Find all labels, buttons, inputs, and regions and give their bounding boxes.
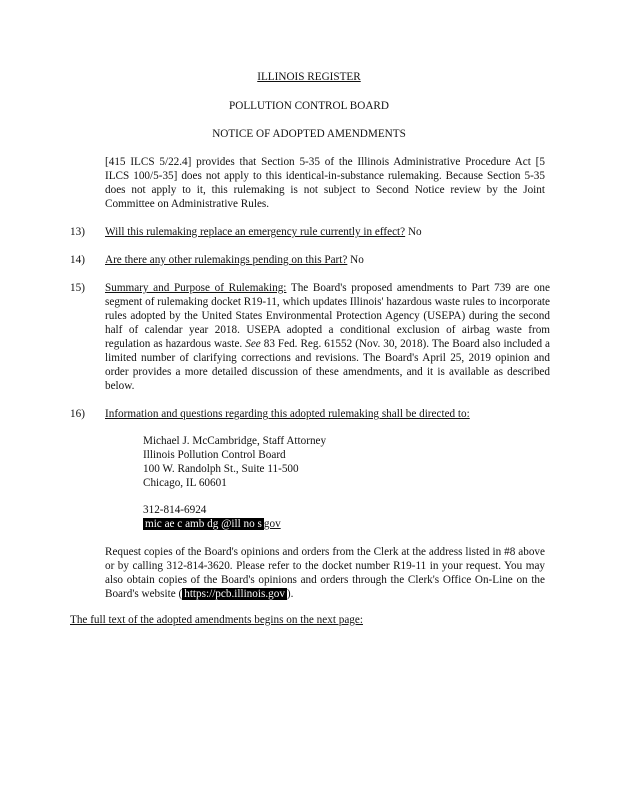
contact-street: 100 W. Randolph St., Suite 11-500 [143, 463, 299, 475]
request-paragraph [105, 545, 545, 601]
item-16-heading: Information and questions regarding this adopted rulemaking shall be directed to: [105, 408, 470, 420]
item-14-number: 14) [70, 254, 85, 266]
item-15-text: The Board's proposed amendments to Part 739 are one segment of rulemaking docket R19-11, which updates Illinois' hazardous waste rules to incorporate rules adopted by the United States Environmental Protection Agency (USEPA) during the second half of calendar year 2018. USEPA adopted a conditional exclusion of airbag waste from regulation as hazardous waste. [105, 282, 550, 350]
item-15-see: See [245, 338, 261, 350]
contact-phone: 312-814-6924 [143, 504, 207, 516]
item-13-answer: No [407, 226, 422, 238]
board-title: POLLUTION CONTROL BOARD [229, 100, 389, 112]
item-15-text2: The Board also included a limited number of clarifying corrections and revisions. The Board's April 25, 2019 opinion and order provides a more detailed discussion of these amendments, and it is available as described below. [105, 338, 551, 392]
item-14 [105, 253, 550, 267]
register-header [0, 70, 618, 84]
website-redaction[interactable]: https://pcb.illinois.gov [184, 588, 285, 600]
item-14-question: Are there any other rulemakings pending on this Part? [105, 254, 348, 266]
item-15-citation: 83 Fed. Reg. 61552 (Nov. 30, 2018). [263, 338, 430, 350]
full-text-notice [70, 613, 550, 627]
request-text: Request copies of the Board's opinions and orders from the Clerk at the address listed in #8 above or by calling 312-814-3620. Please refer to the docket number R19-11 in your request. You may also obtain copies of the Board's opinions and orders through the Clerk's Office On-Line on the Board's website ( [105, 546, 545, 600]
full-text-line: The full text of the adopted amendments begins on the next page: [70, 614, 363, 626]
contact-city: Chicago, IL 60601 [143, 477, 227, 489]
item-15 [105, 281, 550, 393]
item-15-number: 15) [70, 282, 85, 294]
notice-title: NOTICE OF ADOPTED AMENDMENTS [212, 128, 406, 140]
item-15-heading: Summary and Purpose of Rulemaking: [105, 282, 287, 294]
email-redaction[interactable]: mic ae c amb dg @ill no s [145, 518, 262, 530]
email-tld[interactable]: gov [263, 518, 281, 530]
item-14-answer: No [350, 254, 364, 266]
item-13-question: Will this rulemaking replace an emergency rule currently in effect? [105, 226, 406, 238]
item-13-number: 13) [70, 226, 85, 238]
intro-paragraph: [415 ILCS 5/22.4] provides that Section 5-35 of the Illinois Administrative Procedure Act [5 ILCS 100/5-35] does not apply to this identical-in-substance rulemaking. Because Section 5-35 does not apply to it, this rulemaking is not subject to Second Notice review by the Joint Committee on Administrative Rules. [105, 156, 545, 210]
request-end: ). [286, 588, 294, 600]
contact-email[interactable] [143, 517, 503, 531]
contact-name: Michael J. McCambridge, Staff Attorney [143, 435, 327, 447]
item-16 [105, 407, 550, 421]
register-title: ILLINOIS REGISTER [257, 71, 361, 83]
contact-org: Illinois Pollution Control Board [143, 449, 286, 461]
item-13 [105, 225, 550, 239]
item-16-number: 16) [70, 408, 85, 420]
